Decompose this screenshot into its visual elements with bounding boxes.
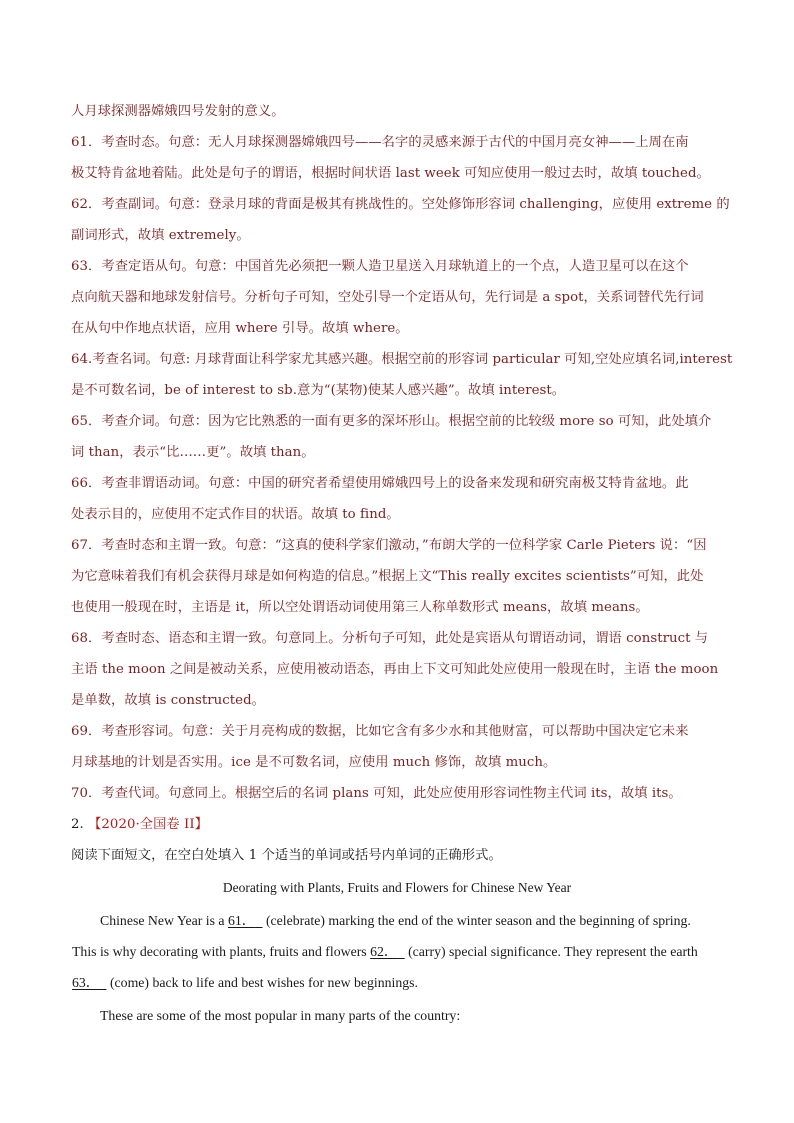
passage-text: (come) back to life and best wishes for new beginnings. [106,975,418,990]
passage-line [72,973,418,993]
passage-text: Chinese New Year is a [100,913,228,928]
answer-line: 62．考查副词。句意：登录月球的背面是极其有挑战性的。空处修饰形容词 challenging，应使用 extreme 的 [71,197,730,212]
passage-line: These are some of the most popular in many parts of the country: [100,1008,461,1023]
answer-line: 67．考查时态和主谓一致。句意：“这真的使科学家们激动，”布朗大学的一位科学家 Carle Pieters 说：“因 [71,538,707,553]
answer-line: 63．考查定语从句。句意：中国首先必须把一颗人造卫星送入月球轨道上的一个点，人造卫星可以在这个 [71,259,689,274]
exam-tag: 【2020·全国卷 II】 [88,817,209,832]
answer-line: 66．考查非谓语动词。句意：中国的研究者希望使用嫦娥四号上的设备来发现和研究南极艾特肯盆地。此 [71,476,689,491]
answer-line: 副词形式，故填 extremely。 [71,228,250,243]
passage-title: Deorating with Plants, Fruits and Flowers for Chinese New Year [222,880,572,895]
answer-line: 69．考查形容词。句意：关于月亮构成的数据，比如它含有多少水和其他财富，可以帮助中国决定它未来 [71,724,689,739]
passage-text: (celebrate) marking the end of the winter season and the beginning of spring. [262,913,691,928]
answer-line: 是单数，故填 is constructed。 [71,693,265,708]
question-number: 2. [71,817,84,832]
answer-line: 64.考查名词。句意: 月球背面让科学家尤其感兴趣。根据空前的形容词 particular 可知,空处应填名词,interest [71,352,733,367]
answer-line: 61．考查时态。句意：无人月球探测器嫦娥四号——名字的灵感来源于古代的中国月亮女神——上周在南 [71,135,689,150]
answer-line: 极艾特肯盆地着陆。此处是句子的谓语，根据时间状语 last week 可知应使用一般过去时，故填 touched。 [71,166,710,181]
answer-line: 是不可数名词，be of interest to sb.意为“(某物)使某人感兴趣”。故填 interest。 [71,383,566,398]
answer-line: 65．考查介词。句意：因为它比熟悉的一面有更多的深坏形山。根据空前的比较级 more so 可知，此处填介 [71,414,712,429]
passage-line [72,942,698,962]
answer-line: 68．考查时态、语态和主谓一致。句意同上。分析句子可知，此处是宾语从句谓语动词，谓语 construct 与 [71,631,709,646]
blank-63: 63． [72,975,100,990]
blank-62: 62． [370,944,398,959]
answer-line: 人月球探测器嫦娥四号发射的意义。 [71,104,285,119]
answer-line: 为它意味着我们有机会获得月球是如何构造的信息。”根据上文“This really excites scientists”可知，此处 [71,569,704,584]
answer-line: 70．考查代词。句意同上。根据空后的名词 plans 可知，此处应使用形容词性物主代词 its，故填 its。 [71,786,682,801]
passage-line [100,911,691,931]
answer-line: 点向航天器和地球发射信号。分析句子可知，空处引导一个定语从句，先行词是 a spot，关系词替代先行词 [71,290,704,305]
answer-line: 在从句中作地点状语，应用 where 引导。故填 where。 [71,321,409,336]
answer-line: 也使用一般现在时，主语是 it，所以空处谓语动词使用第三人称单数形式 means，故填 means。 [71,600,649,615]
question-instruction: 阅读下面短文，在空白处填入 1 个适当的单词或括号内单词的正确形式。 [71,848,502,863]
question-header [71,815,727,835]
answer-line: 词 than，表示“比……更”。故填 than。 [71,445,315,460]
passage-text: This is why decorating with plants, fruits and flowers [72,944,371,959]
answer-line: 处表示目的，应使用不定式作目的状语。故填 to find。 [71,507,400,522]
passage-text: (carry) special significance. They represent the earth [404,944,698,959]
blank-61: 61． [228,913,256,928]
answer-line: 主语 the moon 之间是被动关系，应使用被动语态，再由上下文可知此处应使用一般现在时，主语 the moon [71,662,719,677]
answer-line: 月球基地的计划是否实用。ice 是不可数名词，应使用 much 修饰，故填 much。 [71,755,557,770]
